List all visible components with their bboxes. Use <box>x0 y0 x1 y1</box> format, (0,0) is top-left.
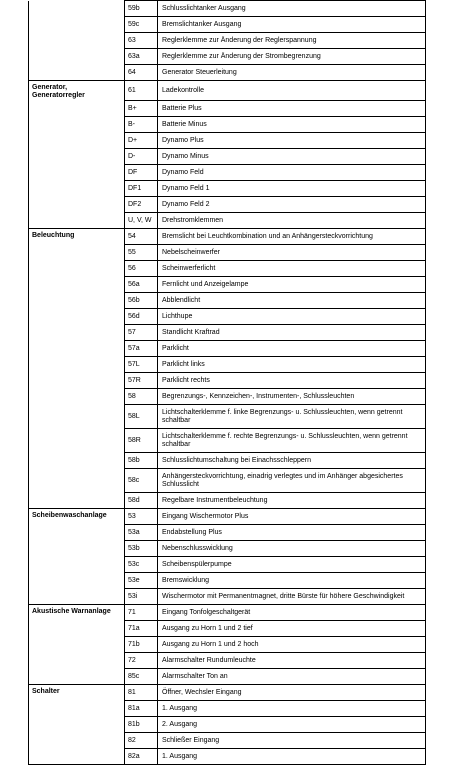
category-cell <box>29 324 125 340</box>
terminal-code-cell: 63 <box>125 33 158 49</box>
category-cell <box>29 49 125 65</box>
table-row <box>29 17 426 33</box>
description-cell: Lichthupe <box>158 308 426 324</box>
table-row <box>29 276 426 292</box>
category-cell <box>29 260 125 276</box>
terminal-code-cell: 82 <box>125 732 158 748</box>
table-row <box>29 540 426 556</box>
category-cell: Beleuchtung <box>29 228 125 244</box>
terminal-code-cell: 58L <box>125 404 158 428</box>
table-row <box>29 404 426 428</box>
table-row <box>29 556 426 572</box>
description-cell: Alarmschalter Rundumleuchte <box>158 652 426 668</box>
terminal-code-cell: 53e <box>125 572 158 588</box>
terminal-code-cell: 59c <box>125 17 158 33</box>
table-row <box>29 572 426 588</box>
description-cell: Endabstellung Plus <box>158 524 426 540</box>
description-cell: 1. Ausgang <box>158 700 426 716</box>
terminal-code-cell: 71b <box>125 636 158 652</box>
category-cell <box>29 372 125 388</box>
category-cell <box>29 1 125 17</box>
table-row <box>29 308 426 324</box>
table-row <box>29 49 426 65</box>
description-cell: Dynamo Feld 1 <box>158 180 426 196</box>
table-row <box>29 668 426 684</box>
category-cell <box>29 196 125 212</box>
category-cell <box>29 428 125 452</box>
description-cell: Standlicht Kraftrad <box>158 324 426 340</box>
category-cell <box>29 132 125 148</box>
terminal-code-cell: 53b <box>125 540 158 556</box>
terminal-code-cell: 72 <box>125 652 158 668</box>
description-cell: Dynamo Plus <box>158 132 426 148</box>
terminal-code-cell: 71 <box>125 604 158 620</box>
category-cell <box>29 492 125 508</box>
description-cell: Parklicht links <box>158 356 426 372</box>
category-cell: Generator, Generatorregler <box>29 81 125 101</box>
terminal-code-cell: B- <box>125 116 158 132</box>
category-cell <box>29 276 125 292</box>
category-cell <box>29 65 125 81</box>
terminal-code-cell: DF1 <box>125 180 158 196</box>
description-cell: Reglerklemme zur Änderung der Reglerspannung <box>158 33 426 49</box>
terminal-code-cell: 85c <box>125 668 158 684</box>
terminal-code-cell: 56b <box>125 292 158 308</box>
category-cell <box>29 452 125 468</box>
category-cell <box>29 404 125 428</box>
category-cell <box>29 668 125 684</box>
terminal-code-cell: 64 <box>125 65 158 81</box>
category-cell <box>29 116 125 132</box>
terminal-code-cell: 53i <box>125 588 158 604</box>
terminal-code-cell: 56a <box>125 276 158 292</box>
description-cell: Batterie Plus <box>158 100 426 116</box>
description-cell: Nebelscheinwerfer <box>158 244 426 260</box>
terminal-code-cell: 58 <box>125 388 158 404</box>
terminal-code-cell: DF2 <box>125 196 158 212</box>
category-cell: Scheibenwaschanlage <box>29 508 125 524</box>
table-row <box>29 388 426 404</box>
terminal-code-cell: 71a <box>125 620 158 636</box>
terminal-table <box>28 0 426 765</box>
description-cell: Anhängersteckvorrichtung, einadrig verlegtes und im Anhänger abgesichertes Schlusslicht <box>158 468 426 492</box>
description-cell: Dynamo Minus <box>158 148 426 164</box>
terminal-code-cell: 57L <box>125 356 158 372</box>
category-cell <box>29 17 125 33</box>
terminal-code-cell: 57 <box>125 324 158 340</box>
terminal-code-cell: 61 <box>125 81 158 101</box>
description-cell: Reglerklemme zur Änderung der Strombegrenzung <box>158 49 426 65</box>
category-cell <box>29 748 125 764</box>
table-row <box>29 180 426 196</box>
table-row <box>29 588 426 604</box>
terminal-code-cell: 58b <box>125 452 158 468</box>
description-cell: Schlusslichtanker Ausgang <box>158 1 426 17</box>
terminal-code-cell: 58d <box>125 492 158 508</box>
description-cell: 1. Ausgang <box>158 748 426 764</box>
terminal-code-cell: 56d <box>125 308 158 324</box>
table-row <box>29 212 426 228</box>
category-cell <box>29 620 125 636</box>
category-cell <box>29 468 125 492</box>
description-cell: Ausgang zu Horn 1 und 2 hoch <box>158 636 426 652</box>
description-cell: Abblendlicht <box>158 292 426 308</box>
table-row <box>29 33 426 49</box>
description-cell: Bremslichtanker Ausgang <box>158 17 426 33</box>
terminal-code-cell: 81b <box>125 716 158 732</box>
terminal-code-cell: 63a <box>125 49 158 65</box>
terminal-code-cell: 58R <box>125 428 158 452</box>
category-cell <box>29 340 125 356</box>
description-cell: 2. Ausgang <box>158 716 426 732</box>
description-cell: Schließer Eingang <box>158 732 426 748</box>
description-cell: Begrenzungs-, Kennzeichen-, Instrumenten-, Schlussleuchten <box>158 388 426 404</box>
terminal-code-cell: 82a <box>125 748 158 764</box>
terminal-code-cell: D+ <box>125 132 158 148</box>
category-cell <box>29 180 125 196</box>
terminal-code-cell: 54 <box>125 228 158 244</box>
category-cell <box>29 292 125 308</box>
description-cell: Nebenschlusswicklung <box>158 540 426 556</box>
category-cell <box>29 636 125 652</box>
table-row <box>29 340 426 356</box>
table-row <box>29 1 426 17</box>
category-cell <box>29 556 125 572</box>
table-row <box>29 65 426 81</box>
table-row <box>29 428 426 452</box>
category-cell <box>29 212 125 228</box>
terminal-code-cell: D- <box>125 148 158 164</box>
description-cell: Ladekontrolle <box>158 81 426 101</box>
table-row <box>29 292 426 308</box>
table-row <box>29 372 426 388</box>
terminal-code-cell: 53c <box>125 556 158 572</box>
table-row <box>29 604 426 620</box>
table-row <box>29 700 426 716</box>
terminal-code-cell: 81a <box>125 700 158 716</box>
description-cell: Parklicht rechts <box>158 372 426 388</box>
description-cell: Ausgang zu Horn 1 und 2 tief <box>158 620 426 636</box>
category-cell: Akustische Warnanlage <box>29 604 125 620</box>
description-cell: Öffner, Wechsler Eingang <box>158 684 426 700</box>
table-row <box>29 244 426 260</box>
description-cell: Bremslicht bei Leuchtkombination und an Anhängersteckvorrichtung <box>158 228 426 244</box>
description-cell: Scheinwerferlicht <box>158 260 426 276</box>
table-row <box>29 81 426 101</box>
table-row <box>29 356 426 372</box>
description-cell: Dynamo Feld 2 <box>158 196 426 212</box>
terminal-table-body <box>29 1 426 765</box>
terminal-code-cell: 57R <box>125 372 158 388</box>
terminal-code-cell: U, V, W <box>125 212 158 228</box>
category-cell <box>29 732 125 748</box>
terminal-code-cell: DF <box>125 164 158 180</box>
description-cell: Dynamo Feld <box>158 164 426 180</box>
table-row <box>29 132 426 148</box>
description-cell: Generator Steuerleitung <box>158 65 426 81</box>
category-cell <box>29 148 125 164</box>
description-cell: Lichtschalterklemme f. rechte Begrenzungs- u. Schlussleuchten, wenn getrennt schaltbar <box>158 428 426 452</box>
table-row <box>29 508 426 524</box>
terminal-code-cell: 53a <box>125 524 158 540</box>
table-row <box>29 164 426 180</box>
table-row <box>29 716 426 732</box>
table-row <box>29 452 426 468</box>
table-row <box>29 620 426 636</box>
category-cell <box>29 244 125 260</box>
description-cell: Drehstromklemmen <box>158 212 426 228</box>
category-cell <box>29 388 125 404</box>
table-row <box>29 116 426 132</box>
table-row <box>29 636 426 652</box>
table-row <box>29 652 426 668</box>
category-cell <box>29 33 125 49</box>
category-cell <box>29 356 125 372</box>
description-cell: Scheibenspülerpumpe <box>158 556 426 572</box>
category-cell <box>29 164 125 180</box>
description-cell: Alarmschalter Ton an <box>158 668 426 684</box>
terminal-code-cell: 59b <box>125 1 158 17</box>
category-cell <box>29 716 125 732</box>
description-cell: Eingang Wischermotor Plus <box>158 508 426 524</box>
description-cell: Lichtschalterklemme f. linke Begrenzungs- u. Schlussleuchten, wenn getrennt schaltbar <box>158 404 426 428</box>
terminal-code-cell: 81 <box>125 684 158 700</box>
category-cell <box>29 524 125 540</box>
description-cell: Wischermotor mit Permanentmagnet, dritte Bürste für höhere Geschwindigkeit <box>158 588 426 604</box>
table-row <box>29 524 426 540</box>
terminal-code-cell: 57a <box>125 340 158 356</box>
description-cell: Parklicht <box>158 340 426 356</box>
table-row <box>29 748 426 764</box>
category-cell <box>29 308 125 324</box>
table-row <box>29 148 426 164</box>
table-row <box>29 732 426 748</box>
terminal-code-cell: 56 <box>125 260 158 276</box>
table-row <box>29 228 426 244</box>
terminal-code-cell: 55 <box>125 244 158 260</box>
category-cell <box>29 100 125 116</box>
table-row <box>29 324 426 340</box>
terminal-code-cell: B+ <box>125 100 158 116</box>
table-row <box>29 196 426 212</box>
description-cell: Regelbare Instrumentbeleuchtung <box>158 492 426 508</box>
category-cell <box>29 652 125 668</box>
table-row <box>29 100 426 116</box>
terminal-code-cell: 58c <box>125 468 158 492</box>
category-cell <box>29 572 125 588</box>
table-row <box>29 260 426 276</box>
description-cell: Eingang Tonfolgeschaltgerät <box>158 604 426 620</box>
description-cell: Schlusslichtumschaltung bei Einachsschleppern <box>158 452 426 468</box>
description-cell: Bremswicklung <box>158 572 426 588</box>
terminal-code-cell: 53 <box>125 508 158 524</box>
table-row <box>29 492 426 508</box>
category-cell <box>29 588 125 604</box>
category-cell <box>29 540 125 556</box>
description-cell: Fernlicht und Anzeigelampe <box>158 276 426 292</box>
category-cell <box>29 700 125 716</box>
description-cell: Batterie Minus <box>158 116 426 132</box>
table-row <box>29 468 426 492</box>
category-cell: Schalter <box>29 684 125 700</box>
table-row <box>29 684 426 700</box>
